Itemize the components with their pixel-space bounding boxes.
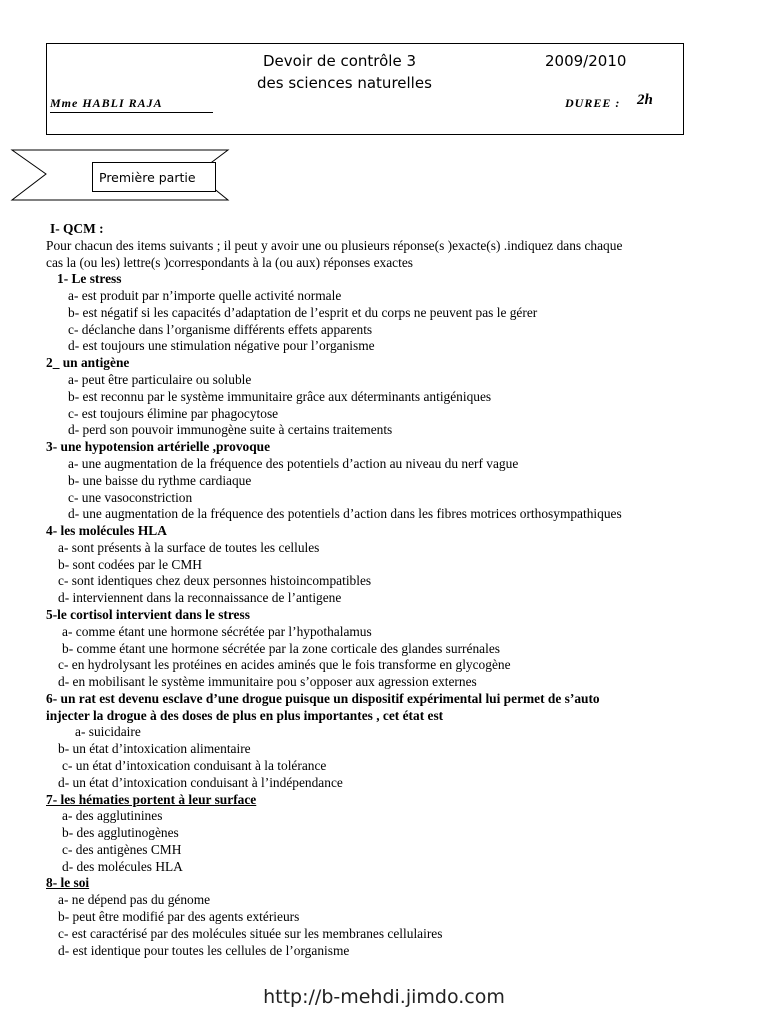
question-1-option-b: b- est négatif si les capacités d’adaptation de l’esprit et du corps ne peuvent pas le gérer xyxy=(68,304,538,320)
question-8-option-c: c- est caractérisé par des molécules située sur les membranes cellulaires xyxy=(58,925,443,941)
question-7-title: 7- les hématies portent à leur surface xyxy=(46,791,257,807)
question-2-option-a: a- peut être particulaire ou soluble xyxy=(68,372,252,388)
question-3-option-a: a- une augmentation de la fréquence des potentiels d’action au niveau du nerf vague xyxy=(68,455,519,471)
exam-subtitle: des sciences naturelles xyxy=(257,74,432,92)
exam-title: Devoir de contrôle 3 xyxy=(263,52,416,70)
question-4-option-d: d- interviennent dans la reconnaissance de l’antigene xyxy=(58,590,342,606)
teacher-underline xyxy=(50,112,213,113)
header-box xyxy=(46,43,684,135)
section-intro-line-2: cas la (ou les) lettre(s )correspondants à la (ou aux) réponses exactes xyxy=(46,254,413,270)
banner-label: Première partie xyxy=(92,162,216,192)
question-5-option-c: c- en hydrolysant les protéines en acides aminés que le fois transforme en glycogène xyxy=(58,657,511,673)
question-7-option-a: a- des agglutinines xyxy=(62,808,163,824)
question-5-title: 5-le cortisol intervient dans le stress xyxy=(46,606,250,622)
question-2-option-c: c- est toujours élimine par phagocytose xyxy=(68,405,279,421)
question-1-option-d: d- est toujours une stimulation négative pour l’organisme xyxy=(68,338,375,354)
question-6-option-b: b- un état d’intoxication alimentaire xyxy=(58,741,251,757)
question-4-option-a: a- sont présents à la surface de toutes les cellules xyxy=(58,539,320,555)
question-6-title-cont: injecter la drogue à des doses de plus en plus importantes , cet état est xyxy=(46,707,444,723)
question-2-option-d: d- perd son pouvoir immunogène suite à certains traitements xyxy=(68,422,393,438)
question-1-option-a: a- est produit par n’importe quelle activité normale xyxy=(68,288,342,304)
question-7-option-b: b- des agglutinogènes xyxy=(62,825,179,841)
question-8-option-d: d- est identique pour toutes les cellules de l’organisme xyxy=(58,942,350,958)
footer-url: http://b-mehdi.jimdo.com xyxy=(263,986,505,1008)
section-title: I- QCM : xyxy=(50,221,104,236)
section-intro-line-1: Pour chacun des items suivants ; il peut y avoir une ou plusieurs réponse(s )exacte(s) .indiquez dans chaque xyxy=(46,237,623,253)
question-6-option-c: c- un état d’intoxication conduisant à la tolérance xyxy=(62,758,327,773)
teacher-name: Mme HABLI RAJA xyxy=(50,96,163,110)
question-2-option-b: b- est reconnu par le système immunitaire grâce aux déterminants antigéniques xyxy=(68,388,492,404)
question-7-option-d: d- des molécules HLA xyxy=(62,858,183,874)
qcm-section xyxy=(46,221,746,959)
question-3-option-d: d- une augmentation de la fréquence des potentiels d’action dans les fibres motrices orthosympathiques xyxy=(68,506,622,522)
question-2-title: 2_ un antigène xyxy=(46,355,130,371)
school-year: 2009/2010 xyxy=(545,52,627,70)
question-5-option-b: b- comme étant une hormone sécrétée par la zone corticale des glandes surrénales xyxy=(62,640,500,656)
question-6-option-d: d- un état d’intoxication conduisant à l’indépendance xyxy=(58,774,343,790)
duration-value: 2h xyxy=(637,92,653,108)
question-4-title: 4- les molécules HLA xyxy=(46,523,167,539)
question-3-title: 3- une hypotension artérielle ,provoque xyxy=(46,439,271,455)
question-3-option-b: b- une baisse du rythme cardiaque xyxy=(68,472,252,488)
question-5-option-d: d- en mobilisant le système immunitaire pou s’opposer aux agression externes xyxy=(58,674,477,690)
question-4-option-c: c- sont identiques chez deux personnes histoincompatibles xyxy=(58,573,372,589)
question-1-title: 1- Le stress xyxy=(57,271,122,287)
question-1-option-c: c- déclanche dans l’organisme différents effets apparents xyxy=(68,321,373,337)
question-7-option-c: c- des antigènes CMH xyxy=(62,841,182,857)
duration-label: DUREE : xyxy=(565,96,621,110)
question-3-option-c: c- une vasoconstriction xyxy=(68,489,193,505)
question-8-option-a: a- ne dépend pas du génome xyxy=(58,892,211,908)
question-5-option-a: a- comme étant une hormone sécrétée par l’hypothalamus xyxy=(62,623,372,639)
question-4-option-b: b- sont codées par le CMH xyxy=(58,556,202,572)
question-8-option-b: b- peut être modifié par des agents extérieurs xyxy=(58,909,300,925)
question-8-title: 8- le soi xyxy=(46,875,90,891)
question-6-option-a: a- suicidaire xyxy=(75,724,141,740)
question-6-title: 6- un rat est devenu esclave d’une drogue puisque un dispositif expérimental lui permet de s’auto xyxy=(46,690,600,706)
